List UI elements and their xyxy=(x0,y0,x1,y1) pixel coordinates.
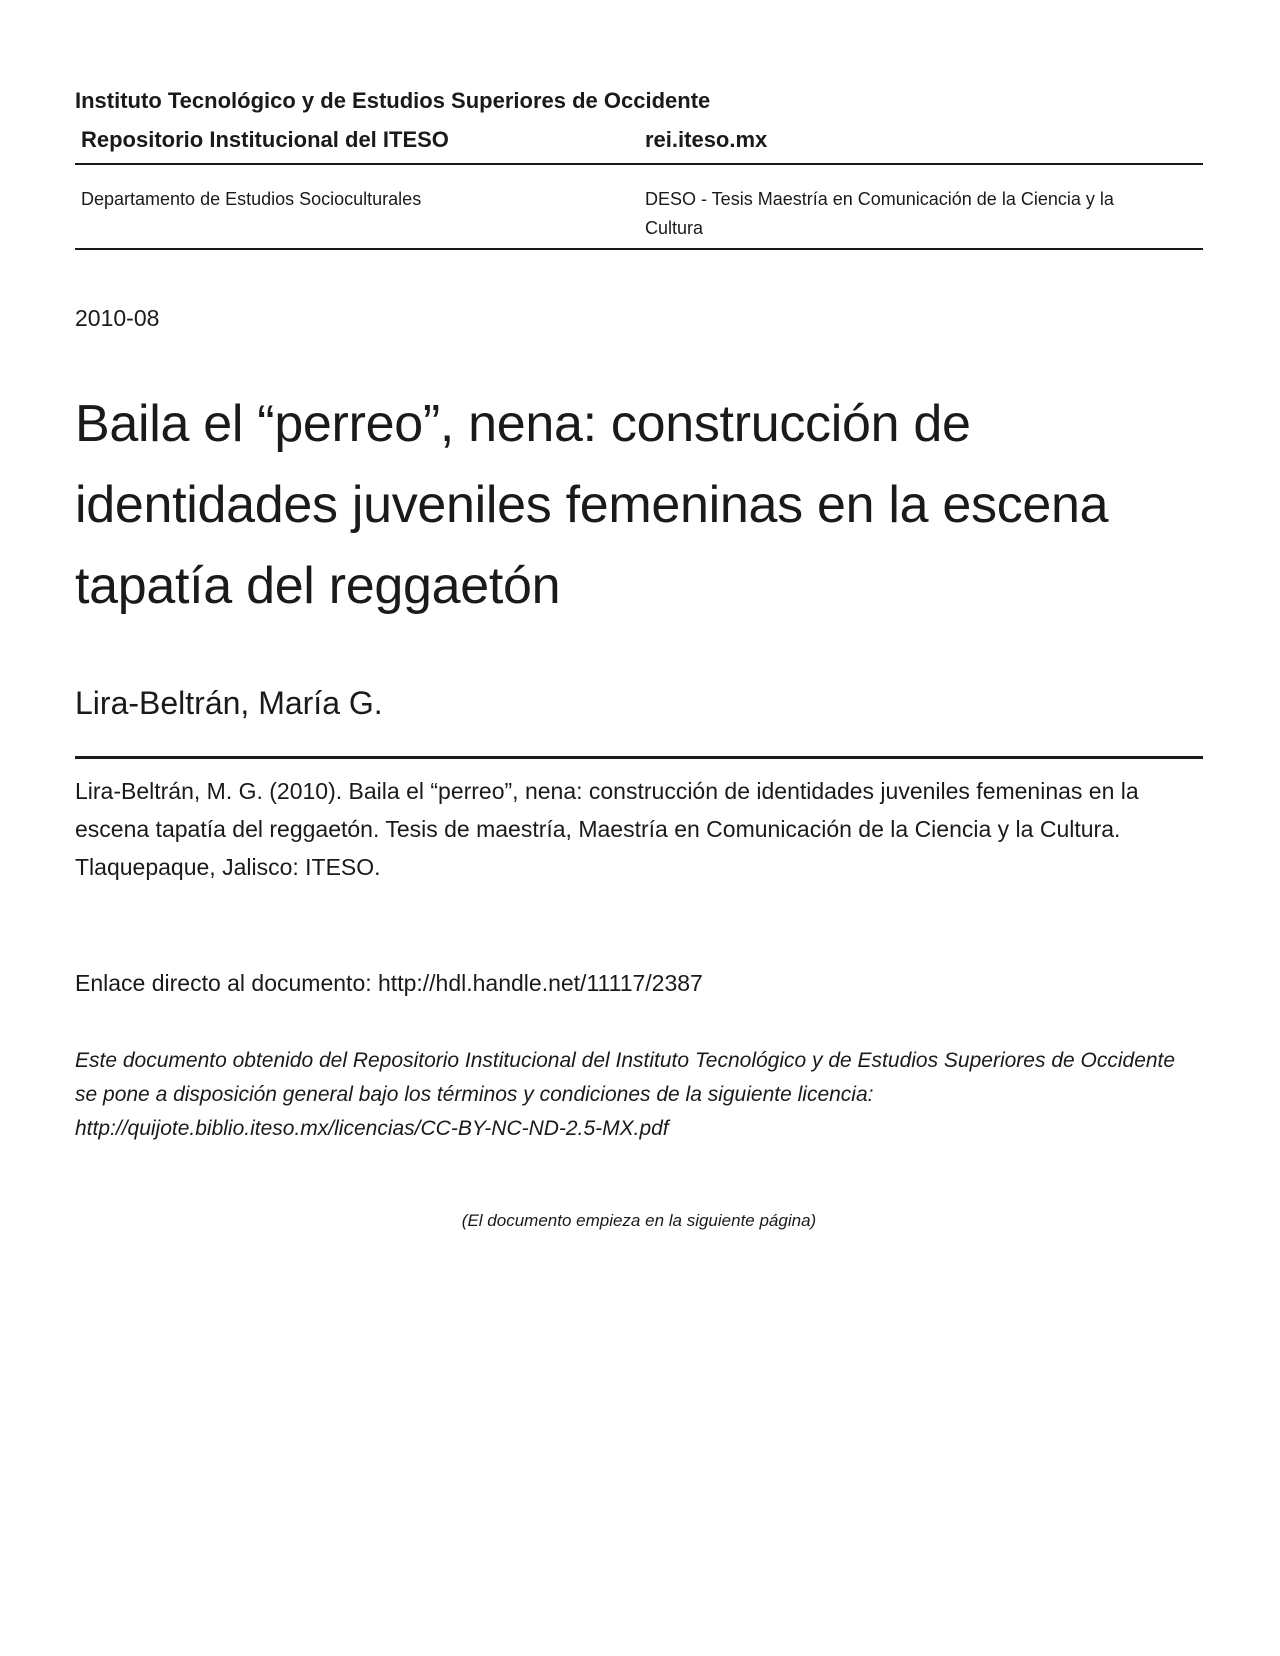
institution-name: Instituto Tecnológico y de Estudios Superiores de Occidente xyxy=(75,88,711,113)
department-name: Departamento de Estudios Socioculturales xyxy=(81,189,422,209)
direct-link[interactable]: Enlace directo al documento: http://hdl.handle.net/11117/2387 xyxy=(75,970,703,996)
collection-name: DESO - Tesis Maestría en Comunicación de la Ciencia y la Cultura xyxy=(645,189,1114,238)
citation-text: Lira-Beltrán, M. G. (2010). Baila el “perreo”, nena: construcción de identidades juveniles femeninas en la escena tapatía del reggaetón. Tesis de maestría, Maestría en Comunicación de la Ciencia y la Cultura. Tlaquepaque, Jalisco: ITESO. xyxy=(75,778,1139,880)
next-page-note: (El documento empieza en la siguiente página) xyxy=(461,1211,817,1230)
repository-header-row xyxy=(75,127,1203,165)
repository-name: Repositorio Institucional del ITESO xyxy=(81,127,449,152)
department-row xyxy=(75,185,1203,250)
document-title: Baila el “perreo”, nena: construcción de identidades juveniles femeninas en la escena tapatía del reggaetón xyxy=(75,395,1109,615)
document-date: 2010-08 xyxy=(75,305,160,331)
repository-site-link[interactable]: rei.iteso.mx xyxy=(645,127,768,152)
divider xyxy=(75,756,1203,759)
document-author: Lira-Beltrán, María G. xyxy=(75,685,383,721)
license-notice: Este documento obtenido del Repositorio Institucional del Instituto Tecnológico y de Estudios Superiores de Occidente se pone a disposición general bajo los términos y condiciones de la siguiente licencia: http://quijote.biblio.iteso.mx/licencias/CC-BY-NC-ND-2.5-MX.pdf xyxy=(75,1049,1176,1140)
